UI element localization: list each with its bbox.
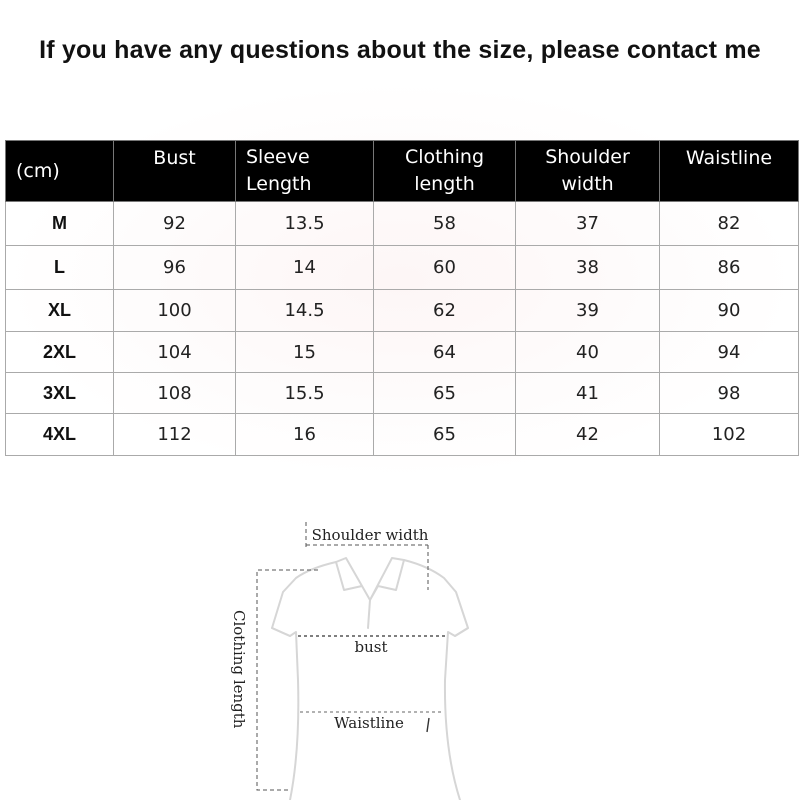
header-unit-label: (cm) — [16, 159, 60, 182]
bust-label: bust — [354, 638, 388, 656]
cell-waistline: 86 — [660, 246, 799, 290]
cell-size: 2XL — [6, 332, 114, 373]
table-row — [6, 202, 799, 246]
cell-size: 4XL — [6, 414, 114, 456]
header-bust — [114, 141, 236, 202]
cell-sleeve-length: 15 — [236, 332, 374, 373]
clothing-length-marker — [257, 570, 318, 790]
waistline-label: Waistline — [334, 714, 404, 732]
page-headline: If you have any questions about the size, please contact me — [39, 36, 761, 64]
cell-bust: 100 — [114, 290, 236, 332]
table-row — [6, 373, 799, 414]
table-header-row — [6, 141, 799, 202]
header-clothing-length — [374, 141, 516, 202]
cell-waistline: 82 — [660, 202, 799, 246]
waistline-tick — [427, 718, 429, 732]
shoulder-width-label: Shoulder width — [311, 526, 429, 544]
table-row — [6, 332, 799, 373]
header-unit — [6, 141, 114, 202]
cell-shoulder-width: 38 — [516, 246, 660, 290]
cell-size: L — [6, 246, 114, 290]
header-shoulder-line1: Shoulder — [545, 146, 630, 168]
cell-size: XL — [6, 290, 114, 332]
cell-waistline: 98 — [660, 373, 799, 414]
cell-clothing-length: 64 — [374, 332, 516, 373]
cell-clothing-length: 65 — [374, 414, 516, 456]
cell-waistline: 102 — [660, 414, 799, 456]
cell-bust: 104 — [114, 332, 236, 373]
cell-sleeve-length: 14 — [236, 246, 374, 290]
header-waistline — [660, 141, 799, 202]
cell-shoulder-width: 41 — [516, 373, 660, 414]
header-sleeve-line1: Sleeve — [246, 146, 310, 168]
polo-shirt-icon — [272, 558, 468, 800]
cell-clothing-length: 60 — [374, 246, 516, 290]
header-bust-label: Bust — [153, 147, 196, 169]
table-row — [6, 414, 799, 456]
cell-sleeve-length: 13.5 — [236, 202, 374, 246]
cell-shoulder-width: 40 — [516, 332, 660, 373]
cell-clothing-length: 58 — [374, 202, 516, 246]
clothing-length-label: Clothing length — [230, 610, 248, 729]
cell-sleeve-length: 16 — [236, 414, 374, 456]
cell-shoulder-width: 42 — [516, 414, 660, 456]
header-shoulder-width — [516, 141, 660, 202]
cell-sleeve-length: 14.5 — [236, 290, 374, 332]
cell-clothing-length: 62 — [374, 290, 516, 332]
cell-sleeve-length: 15.5 — [236, 373, 374, 414]
header-sleeve-length — [236, 141, 374, 202]
cell-bust: 92 — [114, 202, 236, 246]
cell-size: M — [6, 202, 114, 246]
table-row — [6, 290, 799, 332]
cell-waistline: 90 — [660, 290, 799, 332]
cell-bust: 108 — [114, 373, 236, 414]
cell-clothing-length: 65 — [374, 373, 516, 414]
header-shoulder-line2: width — [561, 173, 614, 195]
cell-bust: 96 — [114, 246, 236, 290]
cell-waistline: 94 — [660, 332, 799, 373]
cell-size: 3XL — [6, 373, 114, 414]
cell-bust: 112 — [114, 414, 236, 456]
header-clothing-line2: length — [414, 173, 475, 195]
header-clothing-line1: Clothing — [404, 146, 485, 168]
cell-shoulder-width: 37 — [516, 202, 660, 246]
size-table — [5, 140, 799, 456]
header-waistline-label: Waistline — [685, 147, 773, 169]
cell-shoulder-width: 39 — [516, 290, 660, 332]
header-sleeve-line2: Length — [246, 173, 312, 195]
measurement-diagram — [0, 500, 800, 800]
table-row — [6, 246, 799, 290]
